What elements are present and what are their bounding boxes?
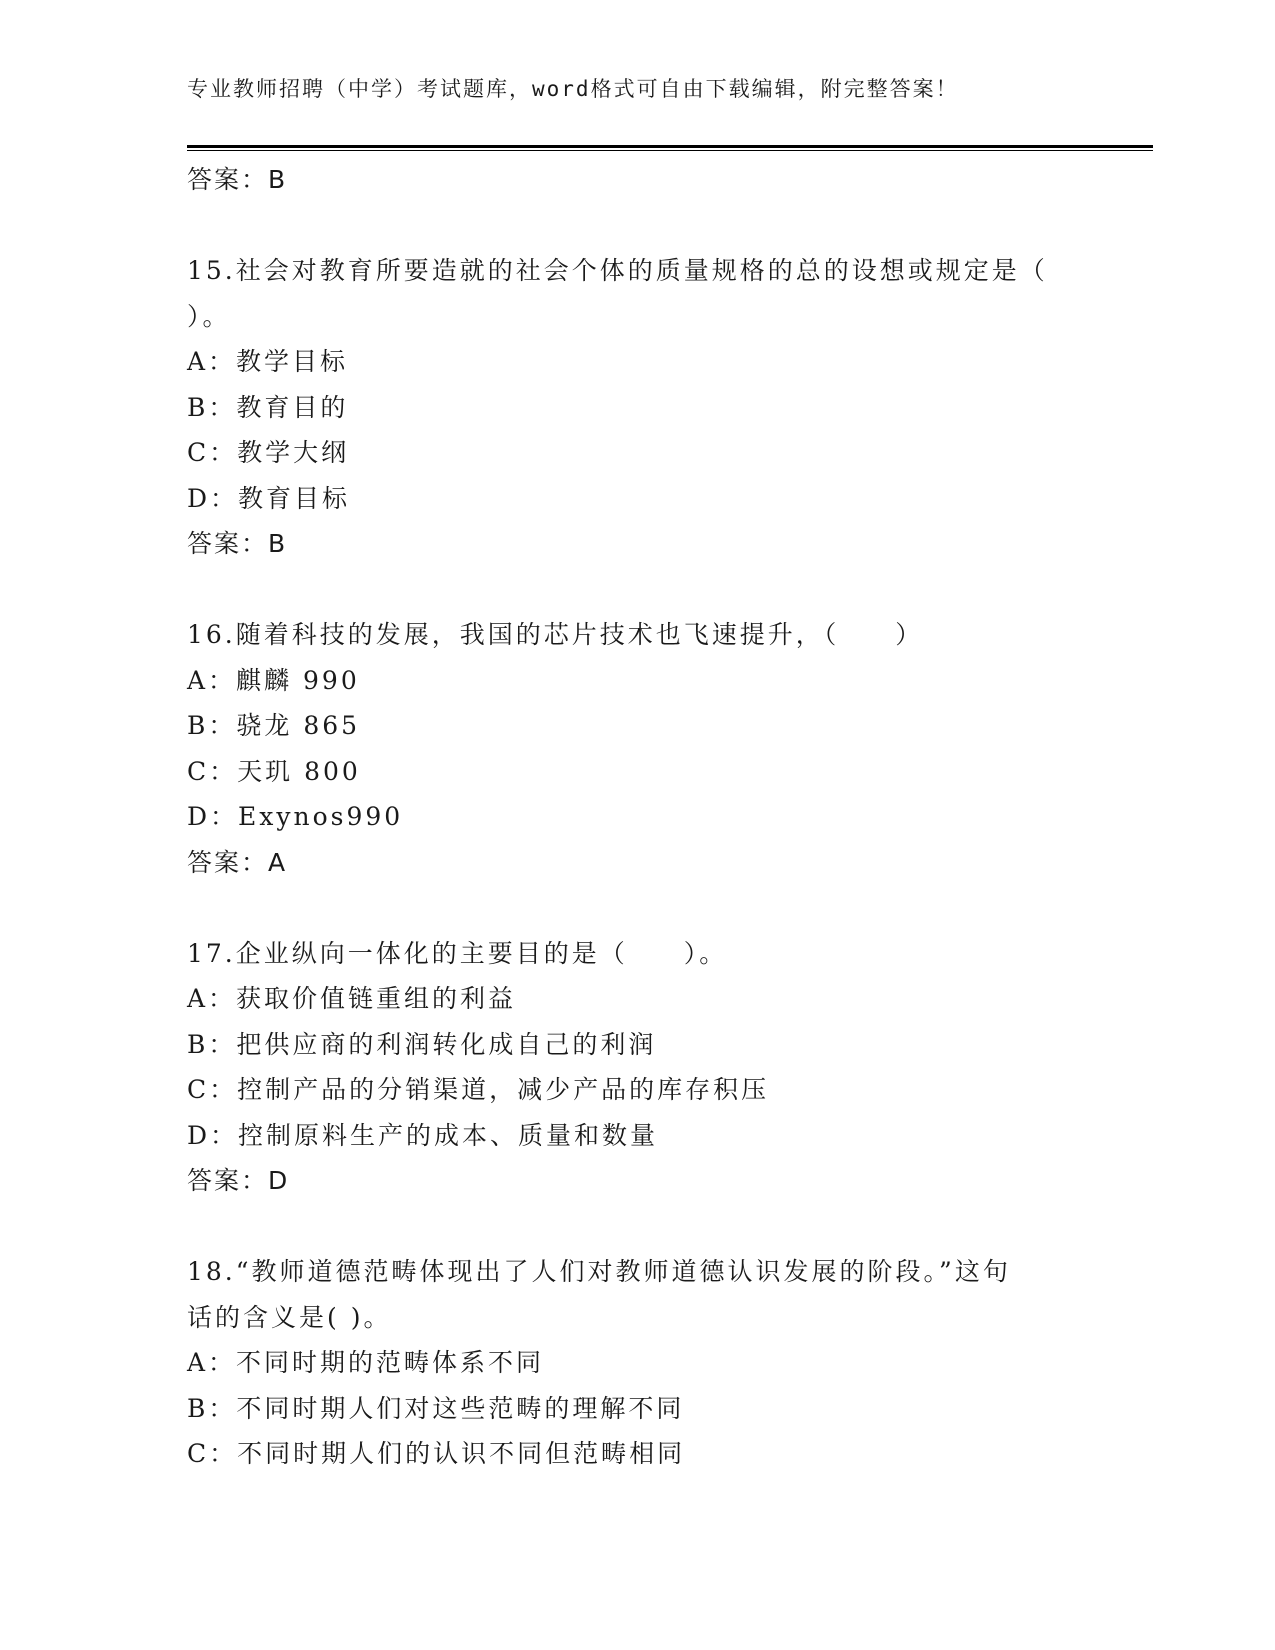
option-c: C：控制产品的分销渠道，减少产品的库存积压	[187, 1075, 770, 1104]
answer-line: 答案：A	[187, 847, 288, 877]
option-b: B：不同时期人们对这些范畴的理解不同	[187, 1393, 685, 1423]
question-stem: 18.“教师道德范畴体现出了人们对教师道德认识发展的阶段。”这句	[187, 1257, 1011, 1286]
question-17	[187, 931, 1117, 1204]
answer-line: 答案：B	[187, 529, 288, 558]
option-a: A：麒麟 990	[187, 665, 360, 695]
option-b: B：把供应商的利润转化成自己的利润	[187, 1029, 657, 1059]
question-15	[187, 248, 1117, 567]
header-rule-thin	[187, 150, 1153, 151]
page-header: 专业教师招聘（中学）考试题库，word格式可自由下载编辑，附完整答案！	[187, 77, 959, 101]
question-stem: 17.企业纵向一体化的主要目的是（ ）。	[187, 938, 728, 968]
option-c: C：教学大纲	[187, 438, 350, 467]
answer-line: 答案：B	[187, 165, 288, 194]
header-rule-thick	[187, 145, 1153, 148]
option-c: C：不同时期人们的认识不同但范畴相同	[187, 1439, 686, 1468]
option-a: A：不同时期的范畴体系不同	[187, 1348, 545, 1377]
option-b: B：教育目的	[187, 392, 349, 422]
option-d: D：控制原料生产的成本、质量和数量	[187, 1120, 659, 1150]
question-16	[187, 612, 1117, 885]
option-d: D：教育目标	[187, 483, 351, 513]
option-a: A：获取价值链重组的利益	[187, 984, 517, 1013]
question-stem-continued: ）。	[187, 301, 231, 331]
option-d: D：Exynos990	[187, 802, 404, 831]
option-a: A：教学目标	[187, 347, 349, 376]
question-stem-continued: 话的含义是( )。	[187, 1302, 392, 1332]
option-b: B：骁龙 865	[187, 711, 361, 740]
question-18	[187, 1249, 1117, 1477]
question-stem: 15.社会对教育所要造就的社会个体的质量规格的总的设想或规定是（	[187, 256, 1048, 285]
option-c: C：天玑 800	[187, 756, 361, 786]
document-body	[187, 157, 1117, 1477]
question-stem: 16.随着科技的发展，我国的芯片技术也飞速提升，（ ）	[187, 620, 924, 649]
answer-line: 答案：D	[187, 1166, 290, 1195]
